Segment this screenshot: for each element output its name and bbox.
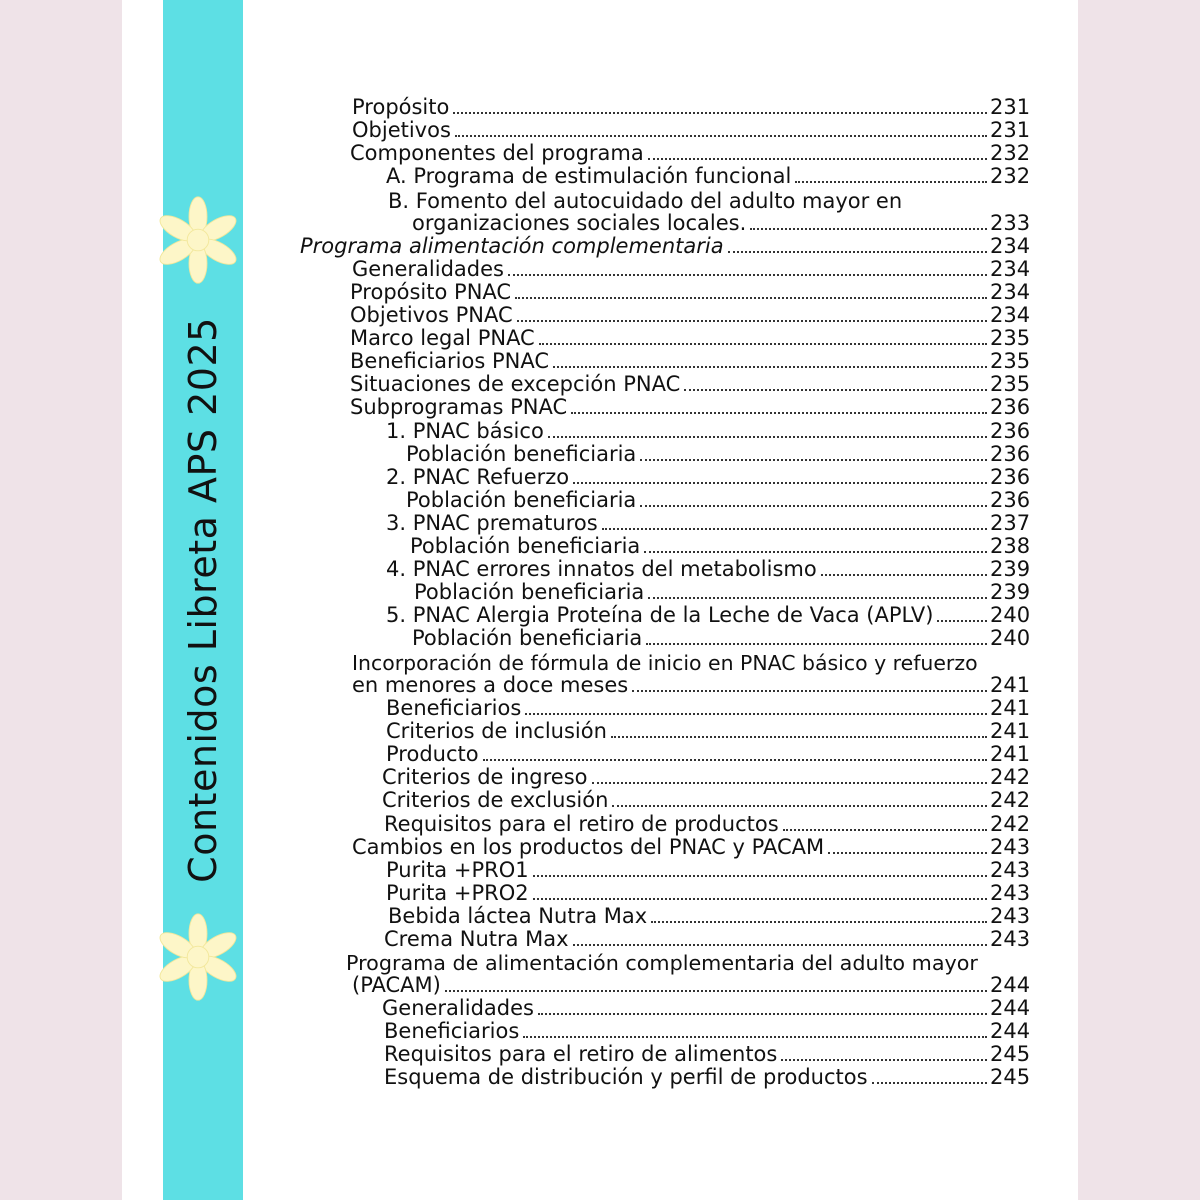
toc-entry-page: 235: [990, 372, 1031, 396]
toc-entry: [412, 211, 1031, 235]
toc-entry: [350, 395, 1031, 419]
toc-entry-label: Población beneficiaria: [412, 626, 643, 650]
toc-entry-label: 2. PNAC Refuerzo: [386, 465, 570, 489]
toc-dot-leader: [592, 782, 988, 784]
toc-dot-leader: [602, 528, 987, 530]
toc-entry-label: Componentes del programa: [350, 141, 644, 165]
toc-dot-leader: [508, 274, 987, 276]
toc-entry: [350, 280, 1031, 304]
toc-dot-leader: [611, 736, 987, 738]
toc-entry-label: Purita +PRO2: [386, 881, 529, 905]
toc-entry-label: 4. PNAC errores innatos del metabolismo: [386, 557, 817, 581]
toc-entry-page: 235: [990, 349, 1031, 373]
toc-entry-page: 245: [990, 1042, 1031, 1066]
toc-entry-label: Bebida láctea Nutra Max: [388, 904, 648, 928]
toc-entry-page: 239: [990, 557, 1031, 581]
toc-dot-leader: [828, 852, 987, 854]
toc-entry-label: Criterios de exclusión: [382, 788, 609, 812]
toc-dot-leader: [573, 944, 987, 946]
toc-entry: [384, 927, 1031, 951]
toc-dot-leader: [453, 112, 987, 114]
toc-entry-page: 234: [990, 234, 1031, 258]
toc-entry-page: 243: [990, 927, 1031, 951]
toc-entry-label: Población beneficiaria: [406, 488, 637, 512]
toc-entry: [350, 349, 1031, 373]
toc-entry-page: 232: [990, 164, 1031, 188]
toc-dot-leader: [648, 158, 987, 160]
toc-entry: [386, 557, 1031, 581]
toc-entry: [350, 372, 1031, 396]
toc-entry: [350, 326, 1031, 350]
toc-dot-leader: [795, 181, 987, 183]
toc-entry: [352, 95, 1031, 119]
toc-dot-leader: [937, 620, 987, 622]
toc-entry: [384, 1042, 1031, 1066]
toc-dot-leader: [640, 459, 987, 461]
toc-entry-page: 243: [990, 881, 1031, 905]
toc-entry: [352, 673, 1031, 697]
toc-entry-label: Población beneficiaria: [410, 534, 641, 558]
toc-entry-page: 235: [990, 326, 1031, 350]
toc-entry: [352, 257, 1031, 281]
toc-dot-leader: [612, 805, 987, 807]
toc-entry-label: Criterios de ingreso: [382, 765, 588, 789]
toc-dot-leader: [571, 412, 987, 414]
toc-entry-page: 243: [990, 904, 1031, 928]
toc-entry: [386, 164, 1031, 188]
toc-dot-leader: [455, 135, 987, 137]
toc-entry: [386, 465, 1031, 489]
toc-entry: [388, 190, 1028, 213]
toc-dot-leader: [872, 1082, 987, 1084]
toc-dot-leader: [821, 574, 987, 576]
toc-entry-page: 236: [990, 488, 1031, 512]
toc-entry-page: 242: [990, 765, 1031, 789]
toc-entry-page: 241: [990, 696, 1031, 720]
toc-entry: [410, 534, 1031, 558]
toc-entry: [412, 626, 1031, 650]
toc-entry-page: 244: [990, 973, 1031, 997]
toc-dot-leader: [644, 551, 987, 553]
toc-dot-leader: [525, 713, 987, 715]
toc-entry-label: Población beneficiaria: [406, 442, 637, 466]
toc-entry: [386, 742, 1031, 766]
toc-entry: [350, 303, 1031, 327]
toc-entry-label: Requisitos para el retiro de productos: [384, 812, 779, 836]
toc-entry: [406, 488, 1031, 512]
toc-entry-label: Producto: [386, 742, 479, 766]
toc-entry-label: 5. PNAC Alergia Proteína de la Leche de Vaca (APLV): [386, 603, 934, 627]
toc-dot-leader: [783, 829, 987, 831]
toc-entry-page: 231: [990, 95, 1031, 119]
toc-entry: [414, 580, 1031, 604]
toc-entry-page: 236: [990, 395, 1031, 419]
toc-entry-label: Generalidades: [382, 996, 534, 1020]
toc-entry-page: 242: [990, 812, 1031, 836]
toc-entry-page: 231: [990, 118, 1031, 142]
toc-entry-label: A. Programa de estimulación funcional: [386, 164, 792, 188]
toc-entry-page: 234: [990, 280, 1031, 304]
sidebar-title: Contenidos Libreta APS 2025: [181, 317, 225, 883]
toc-entry-page: 241: [990, 719, 1031, 743]
toc-entry-page: 245: [990, 1065, 1031, 1089]
toc-entry-page: 243: [990, 858, 1031, 882]
toc-entry: [352, 118, 1031, 142]
toc-dot-leader: [750, 228, 987, 230]
toc-entry-page: 237: [990, 511, 1031, 535]
toc-entry: [352, 652, 1028, 675]
toc-entry-page: 238: [990, 534, 1031, 558]
toc-entry-page: 234: [990, 303, 1031, 327]
toc-entry-label: Beneficiarios PNAC: [350, 349, 549, 373]
toc-dot-leader: [728, 251, 987, 253]
toc-dot-leader: [548, 436, 987, 438]
toc-entry-page: 244: [990, 996, 1031, 1020]
toc-entry: [384, 1019, 1031, 1043]
toc-entry-label: Situaciones de excepción PNAC: [350, 372, 681, 396]
toc-entry-label: B. Fomento del autocuidado del adulto mayor en: [388, 189, 903, 213]
toc-entry-label: 3. PNAC prematuros: [386, 511, 598, 535]
toc-entry-page: 236: [990, 419, 1031, 443]
toc-dot-leader: [517, 320, 987, 322]
toc-entry: [350, 141, 1031, 165]
toc-entry-label: Programa alimentación complementaria: [300, 234, 724, 258]
toc-entry: [386, 511, 1031, 535]
toc-entry: [388, 904, 1031, 928]
toc-entry-page: 239: [990, 580, 1031, 604]
toc-dot-leader: [515, 297, 987, 299]
toc-entry-page: 242: [990, 788, 1031, 812]
toc-dot-leader: [640, 505, 987, 507]
toc-entry-label: Propósito PNAC: [350, 280, 512, 304]
toc-entry-page: 236: [990, 465, 1031, 489]
toc-entry-label: Propósito: [352, 95, 450, 119]
toc-entry-label: Población beneficiaria: [414, 580, 645, 604]
toc-entry: [406, 442, 1031, 466]
toc-entry-page: 234: [990, 257, 1031, 281]
toc-dot-leader: [781, 1059, 987, 1061]
toc-entry-page: 243: [990, 835, 1031, 859]
toc-entry-label: Programa de alimentación complementaria del adulto mayor: [346, 951, 978, 975]
toc-dot-leader: [632, 690, 987, 692]
toc-entry-label: Objetivos PNAC: [350, 303, 513, 327]
toc-dot-leader: [483, 759, 987, 761]
toc-entry-label: Beneficiarios: [386, 696, 522, 720]
toc-entry-label: Incorporación de fórmula de inicio en PNAC básico y refuerzo: [352, 651, 978, 675]
toc-entry-label: Beneficiarios: [384, 1019, 520, 1043]
toc-entry-label: en menores a doce meses: [352, 673, 629, 697]
toc-entry-page: 241: [990, 742, 1031, 766]
toc-entry: [352, 835, 1031, 859]
toc-dot-leader: [553, 366, 987, 368]
toc-entry-page: 240: [990, 626, 1031, 650]
toc-entry: [382, 788, 1031, 812]
toc-dot-leader: [523, 1036, 987, 1038]
toc-entry-label: Crema Nutra Max: [384, 927, 569, 951]
toc-entry: [386, 881, 1031, 905]
toc-entry: [382, 996, 1031, 1020]
toc-dot-leader: [538, 1013, 987, 1015]
toc-dot-leader: [533, 898, 987, 900]
toc-dot-leader: [539, 343, 987, 345]
toc-entry-label: Objetivos: [352, 118, 451, 142]
toc-dot-leader: [573, 482, 987, 484]
toc-entry-label: Purita +PRO1: [386, 858, 529, 882]
toc-entry-page: 244: [990, 1019, 1031, 1043]
toc-entry-label: (PACAM): [352, 973, 441, 997]
toc-entry: [382, 765, 1031, 789]
toc-entry-page: 233: [990, 211, 1031, 235]
toc-entry-label: organizaciones sociales locales.: [412, 211, 747, 235]
toc-entry-label: Requisitos para el retiro de alimentos: [384, 1042, 778, 1066]
toc-entry-label: Criterios de inclusión: [386, 719, 607, 743]
toc-entry-label: Cambios en los productos del PNAC y PACAM: [352, 835, 825, 859]
toc-entry: [386, 603, 1031, 627]
toc-entry-label: Subprogramas PNAC: [350, 395, 568, 419]
toc-entry-label: Generalidades: [352, 257, 504, 281]
toc-dot-leader: [648, 597, 987, 599]
toc-entry-label: Esquema de distribución y perfil de productos: [384, 1065, 868, 1089]
toc-dot-leader: [684, 389, 987, 391]
toc-entry: [386, 719, 1031, 743]
toc-entry-label: 1. PNAC básico: [386, 419, 544, 443]
toc-entry-page: 240: [990, 603, 1031, 627]
toc-entry: [300, 234, 1031, 258]
toc-entry: [386, 419, 1031, 443]
toc-entry: [352, 973, 1031, 997]
toc-entry: [384, 1065, 1031, 1089]
toc-entry-page: 232: [990, 141, 1031, 165]
toc-entry-page: 236: [990, 442, 1031, 466]
toc-dot-leader: [646, 643, 987, 645]
toc-dot-leader: [445, 990, 987, 992]
toc-entry-label: Marco legal PNAC: [350, 326, 535, 350]
toc-dot-leader: [533, 875, 987, 877]
toc-entry: [384, 812, 1031, 836]
toc-dot-leader: [651, 921, 987, 923]
toc-entry-page: 241: [990, 673, 1031, 697]
toc-entry: [386, 696, 1031, 720]
toc-entry: [386, 858, 1031, 882]
toc-entry: [346, 952, 1028, 975]
